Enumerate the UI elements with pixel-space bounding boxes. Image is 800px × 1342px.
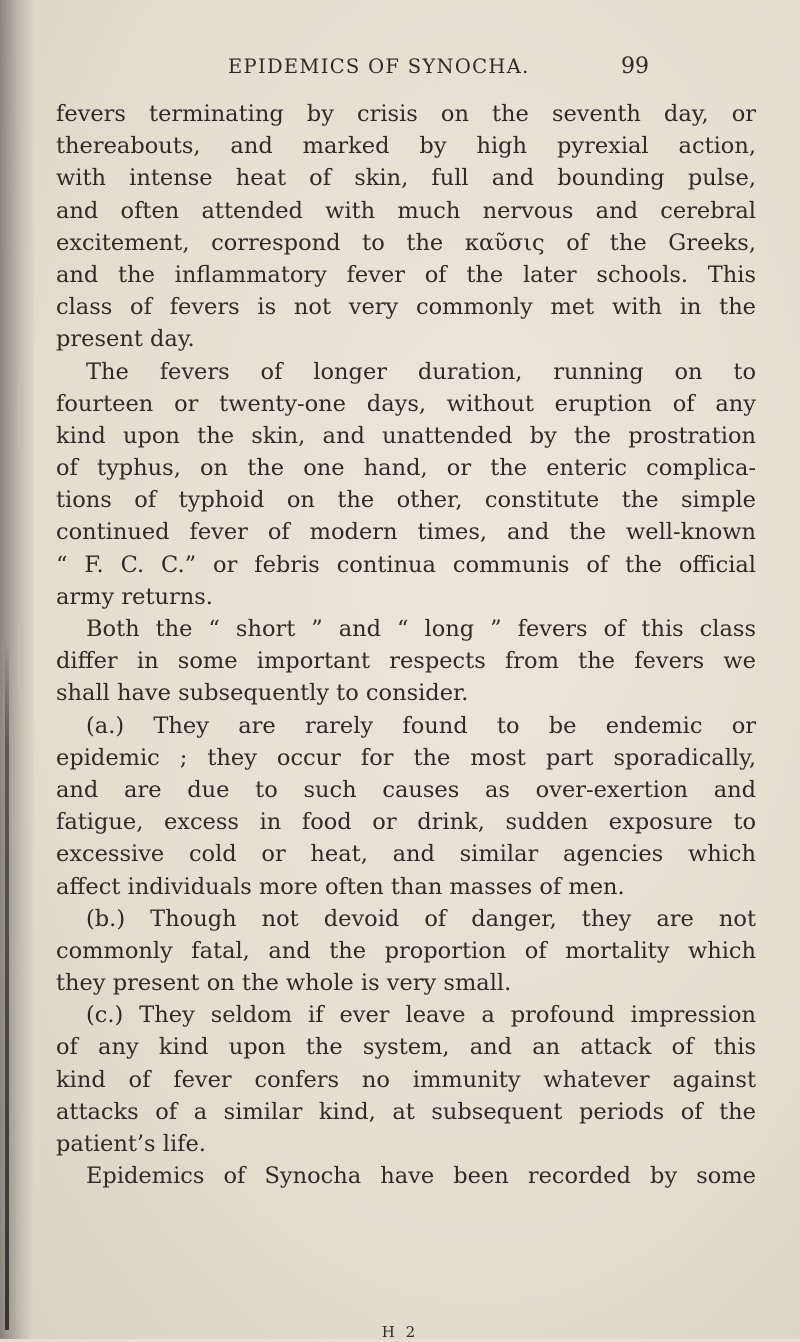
text-line: (c.) They seldom if ever leave a profound impression [86,1002,756,1029]
text-line: shall have subsequently to consider. [56,680,469,707]
text-line: fatigue, excess in food or drink, sudden exposure to [56,809,756,836]
text-line: of typhus, on the one hand, or the enteric complica- [56,455,756,482]
text-line: The fevers of longer duration, running on to [86,358,756,385]
text-line: kind upon the skin, and unattended by the prostration [56,422,756,449]
text-line: present day. [56,326,195,353]
text-line: differ in some important respects from the fevers we [56,648,756,675]
text-line: attacks of a similar kind, at subsequent periods of the [56,1098,756,1125]
text-line: with intense heat of skin, full and bounding pulse, [56,165,756,192]
text-line: of any kind upon the system, and an attack of this [56,1034,756,1061]
body-text [56,98,756,1192]
text-line: and often attended with much nervous and cerebral [56,197,756,224]
text-line: “ F. C. C.” or febris continua communis of the official [56,551,756,578]
text-line: epidemic ; they occur for the most part sporadically, [56,744,756,771]
page-number: 99 [621,54,649,79]
binding-edge [5,640,9,1330]
text-line: they present on the whole is very small. [56,970,512,997]
text-line: commonly fatal, and the proportion of mortality which [56,937,756,964]
text-line: Both the “ short ” and “ long ” fevers of this class [86,616,756,642]
text-line: excitement, correspond to the καῦσις of the Greeks, [56,229,756,256]
text-line: fevers terminating by crisis on the seventh day, or [56,101,756,127]
signature-mark: H 2 [381,1323,419,1341]
text-line: (a.) They are rarely found to be endemic or [86,712,756,739]
text-line: affect individuals more often than masses of men. [56,873,625,900]
text-line: (b.) Though not devoid of danger, they are not [86,905,756,932]
text-line: army returns. [56,583,213,610]
text-line: excessive cold or heat, and similar agencies which [56,841,756,868]
text-line: kind of fever confers no immunity whatever against [56,1066,756,1093]
text-line: Epidemics of Synocha have been recorded by some [86,1163,756,1190]
text-line: and are due to such causes as over-exertion and [56,776,756,803]
text-line: continued fever of modern times, and the well-known [56,519,756,546]
text-line: tions of typhoid on the other, constitute the simple [56,487,756,514]
running-title: EPIDEMICS OF SYNOCHA. [228,55,530,78]
running-head [0,52,800,82]
text-line: class of fevers is not very commonly met with in the [56,294,756,321]
text-line: thereabouts, and marked by high pyrexial action, [56,133,756,160]
text-line: and the inflammatory fever of the later schools. This [56,261,756,288]
text-line: fourteen or twenty-one days, without eruption of any [56,390,756,417]
text-line: patient’s life. [56,1131,206,1157]
